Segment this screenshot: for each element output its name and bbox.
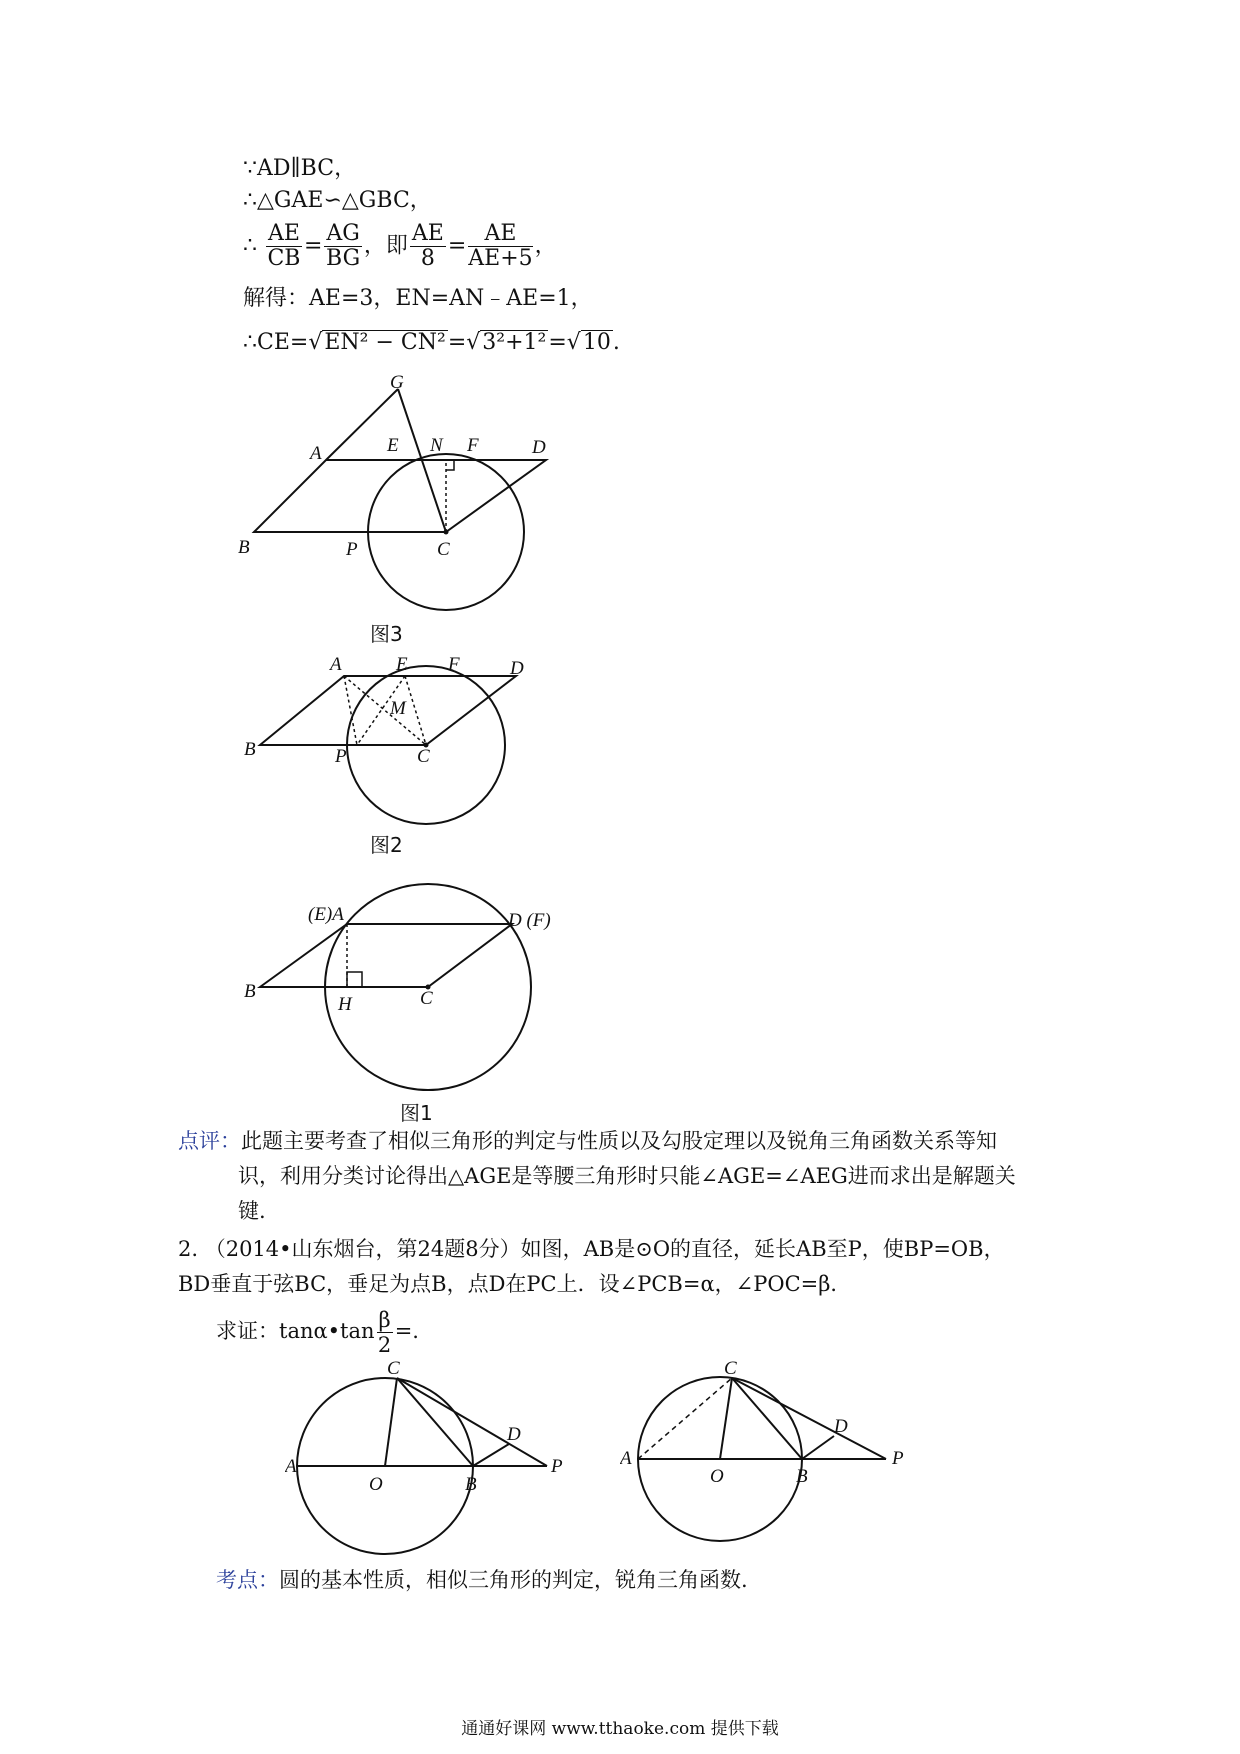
segment-bd [802, 1436, 834, 1459]
review-text: 此题主要考查了相似三角形的判定与性质以及勾股定理以及锐角三角函数关系等知 [241, 1129, 997, 1153]
kaodian-text: 圆的基本性质，相似三角形的判定，锐角三角函数. [279, 1568, 748, 1592]
label-c: C [417, 746, 430, 767]
segment-oc [385, 1378, 397, 1466]
equals-sign: = [303, 233, 323, 259]
label-o: O [369, 1474, 383, 1495]
review-line-2: 识，利用分类讨论得出△AGE是等腰三角形时只能∠AGE=∠AEG进而求出是解题关 [238, 1164, 1016, 1188]
numerator: AE [268, 221, 300, 246]
fraction-ae-ae5 [468, 222, 532, 271]
figure-1-caption: 图1 [400, 1101, 433, 1125]
fraction-ae-8 [410, 222, 446, 271]
therefore-symbol: ∴ [243, 233, 257, 259]
label-a: A [310, 443, 322, 464]
review-paragraph [178, 1124, 1078, 1229]
sqrt-radicand: 3²+1² [482, 330, 547, 355]
prove-prefix: 求证：tanα•tan [216, 1319, 375, 1343]
problem-2-figure-right [620, 1350, 920, 1550]
label-o: O [710, 1466, 724, 1487]
sqrt-radicand: 10 [582, 330, 611, 355]
equals-sign: = [447, 233, 467, 259]
figure-2-diagram [230, 650, 550, 830]
label-p: P [551, 1456, 563, 1477]
solution-line-5 [243, 330, 620, 356]
sqrt-sign-icon: √ [566, 330, 581, 355]
label-m: M [390, 698, 406, 719]
sqrt-radicand: EN² − CN² [324, 330, 446, 355]
right-angle-mark [446, 460, 454, 470]
solution-line-1: ∵AD∥BC， [243, 156, 357, 181]
label-f: F [467, 435, 479, 456]
label-a: A [620, 1448, 632, 1469]
label-b: B [465, 1474, 477, 1495]
label-e: E [387, 435, 399, 456]
fraction-beta-2 [377, 1308, 393, 1357]
figure-3-caption: 图3 [370, 622, 403, 646]
right-angle-mark [347, 972, 362, 987]
problem-2-statement [178, 1232, 1078, 1302]
problem-2-line-2: BD垂直于弦BC，垂足为点B，点D在PC上．设∠PCB=α，∠POC=β． [178, 1272, 852, 1296]
label-a: A [330, 654, 342, 675]
denominator: 2 [377, 1333, 392, 1357]
sqrt-sign-icon: √ [308, 330, 323, 355]
solution-line-3 [243, 222, 557, 271]
point-c [444, 530, 449, 535]
label-p: P [346, 539, 358, 560]
segment-bd [473, 1444, 509, 1466]
figure-1-diagram [230, 870, 570, 1100]
equals-sign: = [548, 330, 567, 355]
label-e: E [396, 654, 408, 675]
problem-2-figure-left [285, 1360, 585, 1560]
label-c: C [387, 1360, 400, 1379]
label-f: F [448, 654, 460, 675]
label-d: D [510, 658, 524, 679]
kaodian-label: 考点： [216, 1568, 279, 1592]
segment-ac-dashed [638, 1378, 732, 1459]
denominator: 8 [420, 246, 435, 271]
review-label: 点评： [178, 1129, 241, 1153]
segment-oc [720, 1378, 732, 1459]
label-b: B [244, 739, 256, 760]
problem-2-line-1: 2. （2014•山东烟台，第24题8分）如图，AB是⊙O的直径，延长AB至P，使BP=OB， [178, 1237, 1005, 1261]
fraction-ae-cb [266, 222, 302, 271]
label-d: D [532, 437, 546, 458]
label-c: C [420, 988, 433, 1009]
parallelogram-abcd [254, 460, 546, 532]
label-p: P [335, 746, 347, 767]
label-d: D [507, 1424, 521, 1445]
label-n: N [430, 435, 443, 456]
page-footer: 通通好课网 www.tthaoke.com 提供下载 [461, 1719, 779, 1739]
sqrt-sign-icon: √ [466, 330, 481, 355]
label-p: P [892, 1448, 904, 1469]
figure-3-diagram [230, 375, 570, 615]
review-line-1 [178, 1124, 1078, 1159]
label-c: C [437, 539, 450, 560]
period: . [612, 330, 620, 355]
solution-line-4: 解得：AE=3，EN=AN﹣AE=1， [243, 286, 593, 311]
denominator: CB [267, 246, 301, 271]
figure-2-caption: 图2 [370, 833, 403, 857]
label-g: G [390, 375, 404, 393]
segment-ac-dashed [344, 676, 426, 745]
equals-sign: = [447, 330, 467, 355]
denominator: AE+5 [468, 246, 533, 271]
label-h: H [338, 994, 352, 1015]
numerator: AE [411, 221, 444, 246]
label-ea: (E)A [308, 904, 344, 925]
numerator: AE [468, 222, 532, 247]
segment-ec-dashed [405, 676, 426, 745]
fraction-ag-bg [324, 222, 361, 271]
prove-statement [216, 1308, 419, 1357]
label-b: B [238, 537, 250, 558]
parallelogram-abcd [260, 924, 512, 987]
label-b: B [244, 981, 256, 1002]
solution-line-2: ∴△GAE∽△GBC， [243, 188, 432, 213]
review-line-3: 键. [238, 1199, 266, 1223]
label-d: D [834, 1416, 848, 1437]
numerator: β [378, 1308, 391, 1332]
label-c: C [724, 1358, 737, 1379]
text-ji: ，即 [363, 233, 408, 259]
label-a: A [285, 1456, 297, 1477]
prove-end: =. [394, 1319, 419, 1343]
kaodian-line [216, 1567, 748, 1593]
numerator: AG [326, 221, 360, 246]
ce-equals: ∴CE= [243, 330, 309, 355]
label-b: B [796, 1466, 808, 1487]
denominator: BG [326, 246, 361, 271]
comma: ， [534, 233, 557, 259]
segment-cp [732, 1378, 886, 1459]
label-df: D (F) [508, 910, 551, 931]
